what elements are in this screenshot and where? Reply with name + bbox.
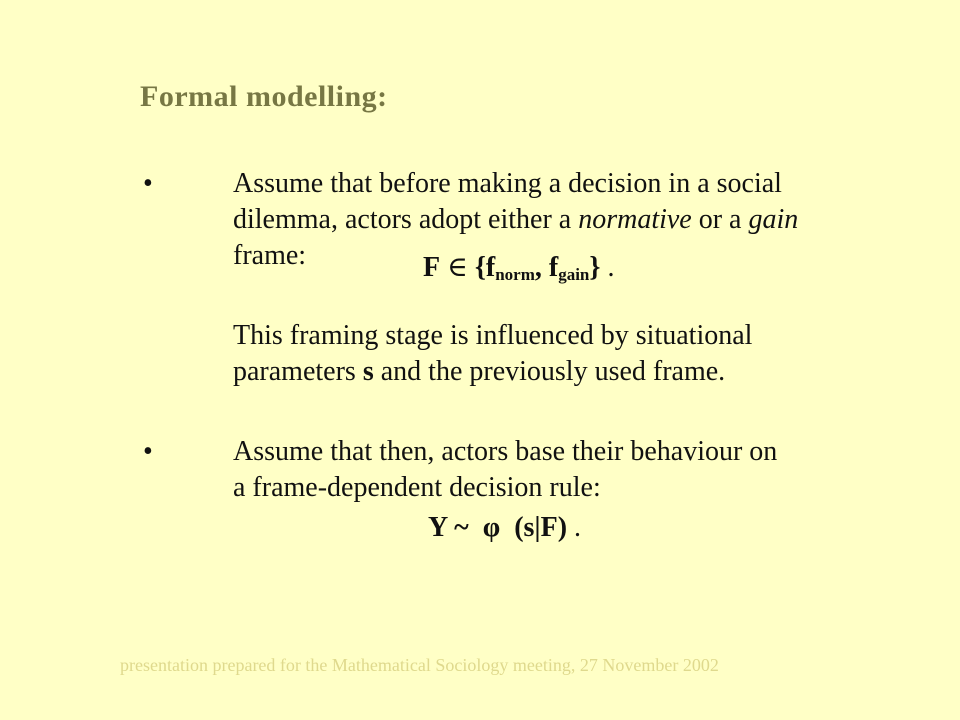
- formula-F: F: [423, 252, 441, 283]
- slide-title: Formal modelling:: [140, 80, 388, 113]
- bullet-2-line-2: a frame-dependent decision rule:: [233, 472, 601, 503]
- bullet-1-paragraph-2: [233, 318, 873, 390]
- frame-formula: [423, 250, 614, 293]
- formula-period: .: [567, 512, 582, 543]
- formula-set-close: }: [589, 252, 601, 283]
- parameter-s: s: [362, 356, 374, 387]
- bullet-marker-1: •: [143, 168, 153, 199]
- formula-sub-gain: gain: [558, 265, 590, 284]
- text-segment: dilemma, actors adopt either a: [233, 204, 579, 235]
- bullet-1-line-2: [233, 202, 873, 238]
- decision-rule-formula: [428, 510, 581, 546]
- formula-set-comma: , f: [534, 252, 559, 283]
- gain-term: gain: [748, 204, 799, 235]
- bullet-2-line-1: Assume that then, actors base their behaviour on: [233, 436, 778, 467]
- element-of-symbol: ∈: [447, 252, 468, 283]
- formula-set-open: {f: [474, 252, 496, 283]
- text-segment: and the previously used frame.: [373, 356, 726, 387]
- text-segment: parameters: [233, 356, 363, 387]
- paragraph-2-line-1: This framing stage is influenced by situational: [233, 320, 753, 351]
- formula-sub-norm: norm: [495, 265, 535, 284]
- formula-period: .: [600, 252, 615, 283]
- paragraph-2-line-2: [233, 354, 873, 390]
- bullet-marker-2: •: [143, 436, 153, 467]
- formula-text: Y ~ φ (s|F): [428, 512, 568, 543]
- bullet-1-line-3: frame:: [233, 240, 307, 271]
- text-segment: or a: [691, 204, 749, 235]
- footer-note: presentation prepared for the Mathematical Sociology meeting, 27 November 2002: [120, 655, 719, 675]
- bullet-1-line-1: Assume that before making a decision in a social: [233, 168, 782, 199]
- bullet-2-text: [233, 434, 873, 506]
- normative-term: normative: [578, 204, 692, 235]
